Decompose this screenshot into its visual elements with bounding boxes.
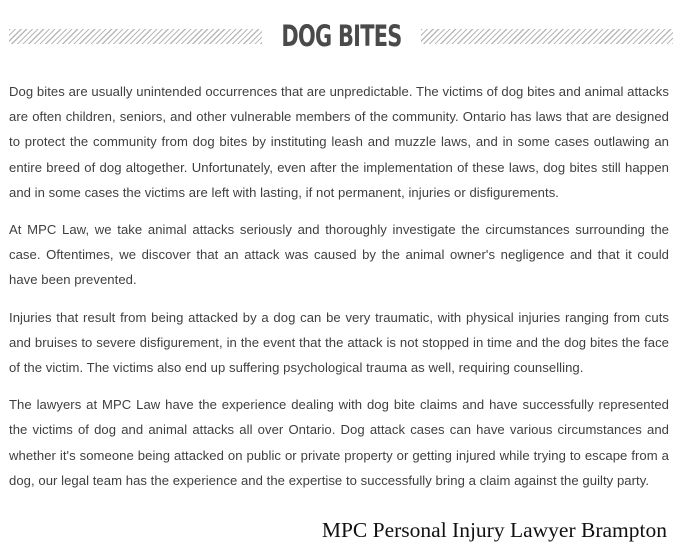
article-body [9, 79, 669, 505]
decorative-hatch-left [9, 29, 262, 44]
paragraph-injuries: Injuries that result from being attacked by a dog can be very traumatic, with physical injuries ranging from cuts and bruises to severe disfigurement, in the event that the attack is not stopped in time and the dog bites the face of the victim. The victims also end up suffering psychological trauma as well, requiring counselling. [9, 309, 669, 376]
paragraph-experience: The lawyers at MPC Law have the experience dealing with dog bite claims and have successfully represented the victims of dog and animal attacks all over Ontario. Dog attack cases can have various circumstances and whether it's someone being attacked on public or private property or getting injured while trying to escape from a dog, our legal team has the experience and the expertise to successfully bring a claim against the guilty party. [9, 397, 669, 488]
watermark-caption: MPC Personal Injury Lawyer Brampton [321, 518, 667, 542]
paragraph-investigation: At MPC Law, we take animal attacks seriously and thoroughly investigate the circumstances surrounding the case. Oftentimes, we discover that an attack was caused by the animal owner's negligence and that it could have been prevented. [9, 222, 669, 288]
section-header [9, 14, 673, 58]
paragraph-intro: Dog bites are usually unintended occurrences that are unpredictable. The victims of dog bites and animal attacks are often children, seniors, and other vulnerable members of the community. Ontario has laws that are designed to protect the community from dog bites by instituting leash and muzzle laws, and in some cases outlawing an entire breed of dog altogether. Unfortunately, even after the implementation of these laws, dog bites still happen and in some cases the victims are left with lasting, if not permanent, injuries or disfigurements. [9, 84, 669, 200]
page-title: DOG BITES [280, 19, 402, 53]
decorative-hatch-right [421, 29, 674, 44]
